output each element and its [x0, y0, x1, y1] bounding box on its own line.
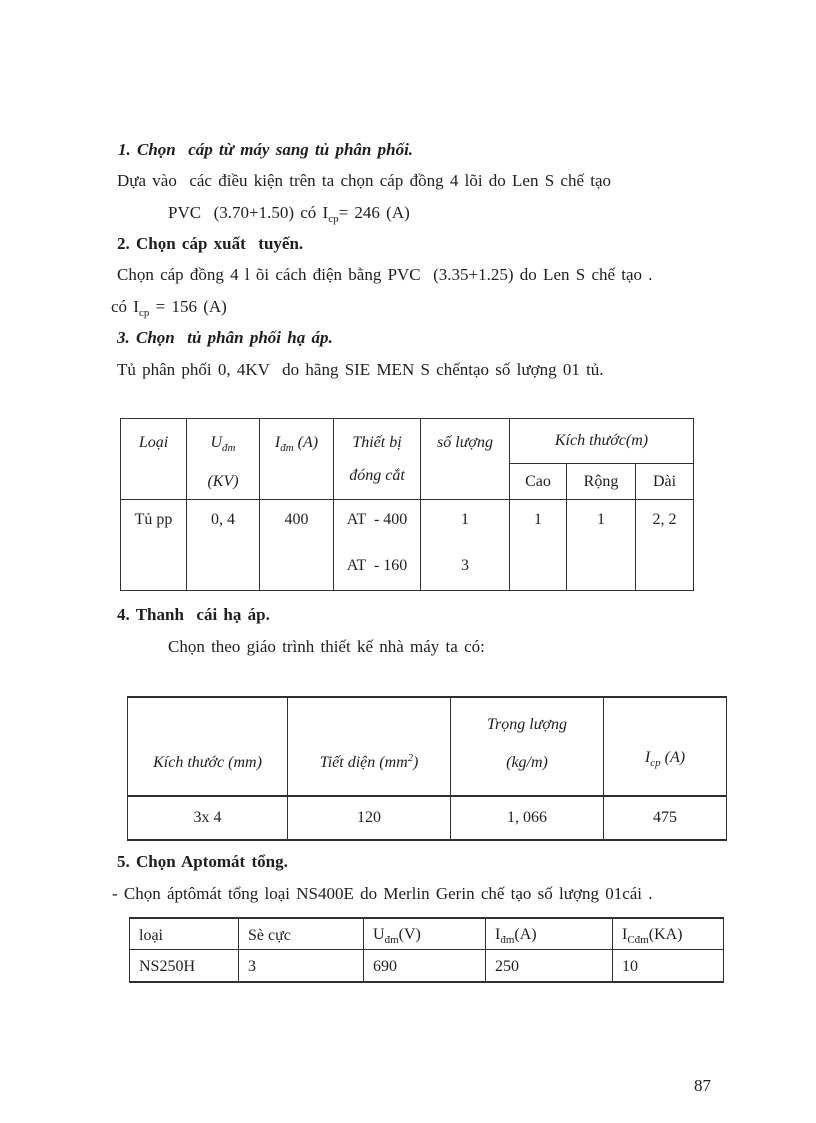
device-1: AT - 400 [346, 511, 408, 528]
thietbi-line2: đóng cắt [349, 467, 405, 484]
t3-header-loai: loại [130, 918, 239, 950]
idm-unit: (A) [514, 925, 537, 943]
t2-header-icp [604, 697, 727, 796]
subscript-dm: đm [384, 933, 399, 946]
t1-header-thietbi [334, 419, 421, 500]
t1-cell-loai: Tủ pp [121, 500, 187, 591]
t1-header-idm [260, 419, 334, 500]
t1-cell-rong: 1 [567, 500, 636, 591]
qty-1: 1 [461, 511, 469, 528]
t1-header-udm [187, 419, 260, 500]
section-1-heading: 1. Chọn cáp từ máy sang tủ phân phối. [118, 140, 414, 159]
formula-value: = 156 (A) [149, 297, 227, 316]
section-3-heading: 3. Chọn tủ phân phối hạ áp. [117, 328, 333, 347]
tronglong-line1: Trọng lượng [487, 716, 567, 733]
t1-header-soluong [421, 419, 510, 500]
device-2: AT - 160 [346, 557, 408, 574]
t3-cell-udm: 690 [364, 950, 486, 983]
soluong-label: số lượng [437, 434, 493, 451]
subscript-dm: đm [500, 933, 515, 946]
idm-symbol: I [274, 434, 281, 451]
subscript-dm: đm [222, 442, 236, 454]
t3-header-icdm [613, 918, 724, 950]
formula-text: có I [111, 297, 139, 316]
t2-header-kichthuoc: Kích thước (mm) [128, 697, 288, 796]
tietdien-label: Tiết diện (mm [319, 754, 408, 771]
t3-header-idm [486, 918, 613, 950]
qty-2: 3 [461, 557, 469, 574]
subscript-cp: cp [138, 307, 150, 319]
t1-header-cao: Cao [510, 464, 567, 500]
t3-header-secuc: Sè cực [239, 918, 364, 950]
udm-unit: (V) [398, 925, 421, 943]
section-2-line-1: Chọn cáp đồng 4 l õi cách điện bằng PVC (3.35+1.25) do Len S chế tạo . [117, 265, 653, 284]
subscript-cp: cp [650, 757, 661, 769]
t1-header-loai-label: Loại [138, 434, 169, 451]
t2-header-tietdien [288, 697, 451, 796]
t3-cell-secuc: 3 [239, 950, 364, 983]
icdm-symbol: I [622, 925, 628, 943]
t1-cell-thietbi [334, 500, 421, 591]
t3-header-udm [364, 918, 486, 950]
t2-cell-icp: 475 [604, 796, 727, 840]
udm-unit: (KV) [207, 473, 239, 490]
table-distribution-cabinet [120, 418, 694, 591]
section-5-heading: 5. Chọn Aptomát tổng. [117, 852, 288, 871]
superscript-2: 2 [407, 753, 413, 764]
page-number: 87 [694, 1076, 711, 1095]
t1-cell-cao: 1 [510, 500, 567, 591]
section-1-line-1: Dựa vào các điều kiện trên ta chọn cáp đồng 4 lõi do Len S chế tạo [117, 171, 612, 190]
t2-cell-tronglong: 1, 066 [451, 796, 604, 840]
t1-header-dai: Dài [636, 464, 694, 500]
table-breaker [129, 917, 724, 983]
t1-cell-udm: 0, 4 [187, 500, 260, 591]
formula-text: PVC (3.70+1.50) có I [168, 203, 329, 222]
section-1-line-2 [168, 203, 410, 229]
tronglong-line2: (kg/m) [506, 754, 548, 771]
t1-header-loai [121, 419, 187, 500]
table-row [130, 950, 724, 983]
t1-cell-soluong [421, 500, 510, 591]
thietbi-line1: Thiết bị [352, 434, 402, 451]
table-row [121, 500, 694, 591]
icp-symbol: I [644, 749, 651, 766]
udm-symbol: U [373, 925, 385, 943]
t1-header-kichthuoc: Kích thước(m) [510, 419, 694, 464]
icp-unit: (A) [660, 749, 686, 766]
subscript-cdm: Cđm [627, 933, 649, 946]
t3-cell-idm: 250 [486, 950, 613, 983]
section-4-line-1: Chọn theo giáo trình thiết kế nhà máy ta có: [168, 637, 485, 656]
t1-header-rong: Rộng [567, 464, 636, 500]
t3-cell-loai: NS250H [130, 950, 239, 983]
table-row [128, 796, 727, 840]
t2-header-tronglong [451, 697, 604, 796]
section-3-line-1: Tủ phân phối 0, 4KV do hãng SIE MEN S chếntạo số lượng 01 tủ. [117, 360, 604, 379]
t1-cell-idm: 400 [260, 500, 334, 591]
udm-symbol: U [210, 434, 223, 451]
t3-cell-icdm: 10 [613, 950, 724, 983]
section-2-heading: 2. Chọn cáp xuất tuyến. [117, 234, 304, 253]
t1-cell-dai: 2, 2 [636, 500, 694, 591]
t2-cell-tietdien: 120 [288, 796, 451, 840]
tietdien-close: ) [412, 754, 419, 771]
t2-cell-kichthuoc: 3x 4 [128, 796, 288, 840]
formula-value: = 246 (A) [338, 203, 410, 222]
subscript-dm: đm [280, 442, 294, 454]
section-5-line-1: - Chọn áptômát tổng loại NS400E do Merlin Gerin chế tạo số lượng 01cái . [112, 884, 653, 903]
idm-unit: (A) [293, 434, 319, 451]
icdm-unit: (KA) [648, 925, 683, 943]
section-4-heading: 4. Thanh cái hạ áp. [117, 605, 270, 624]
idm-symbol: I [495, 925, 501, 943]
table-busbar [127, 696, 727, 841]
section-2-line-2 [111, 297, 227, 323]
subscript-cp: cp [328, 213, 339, 225]
